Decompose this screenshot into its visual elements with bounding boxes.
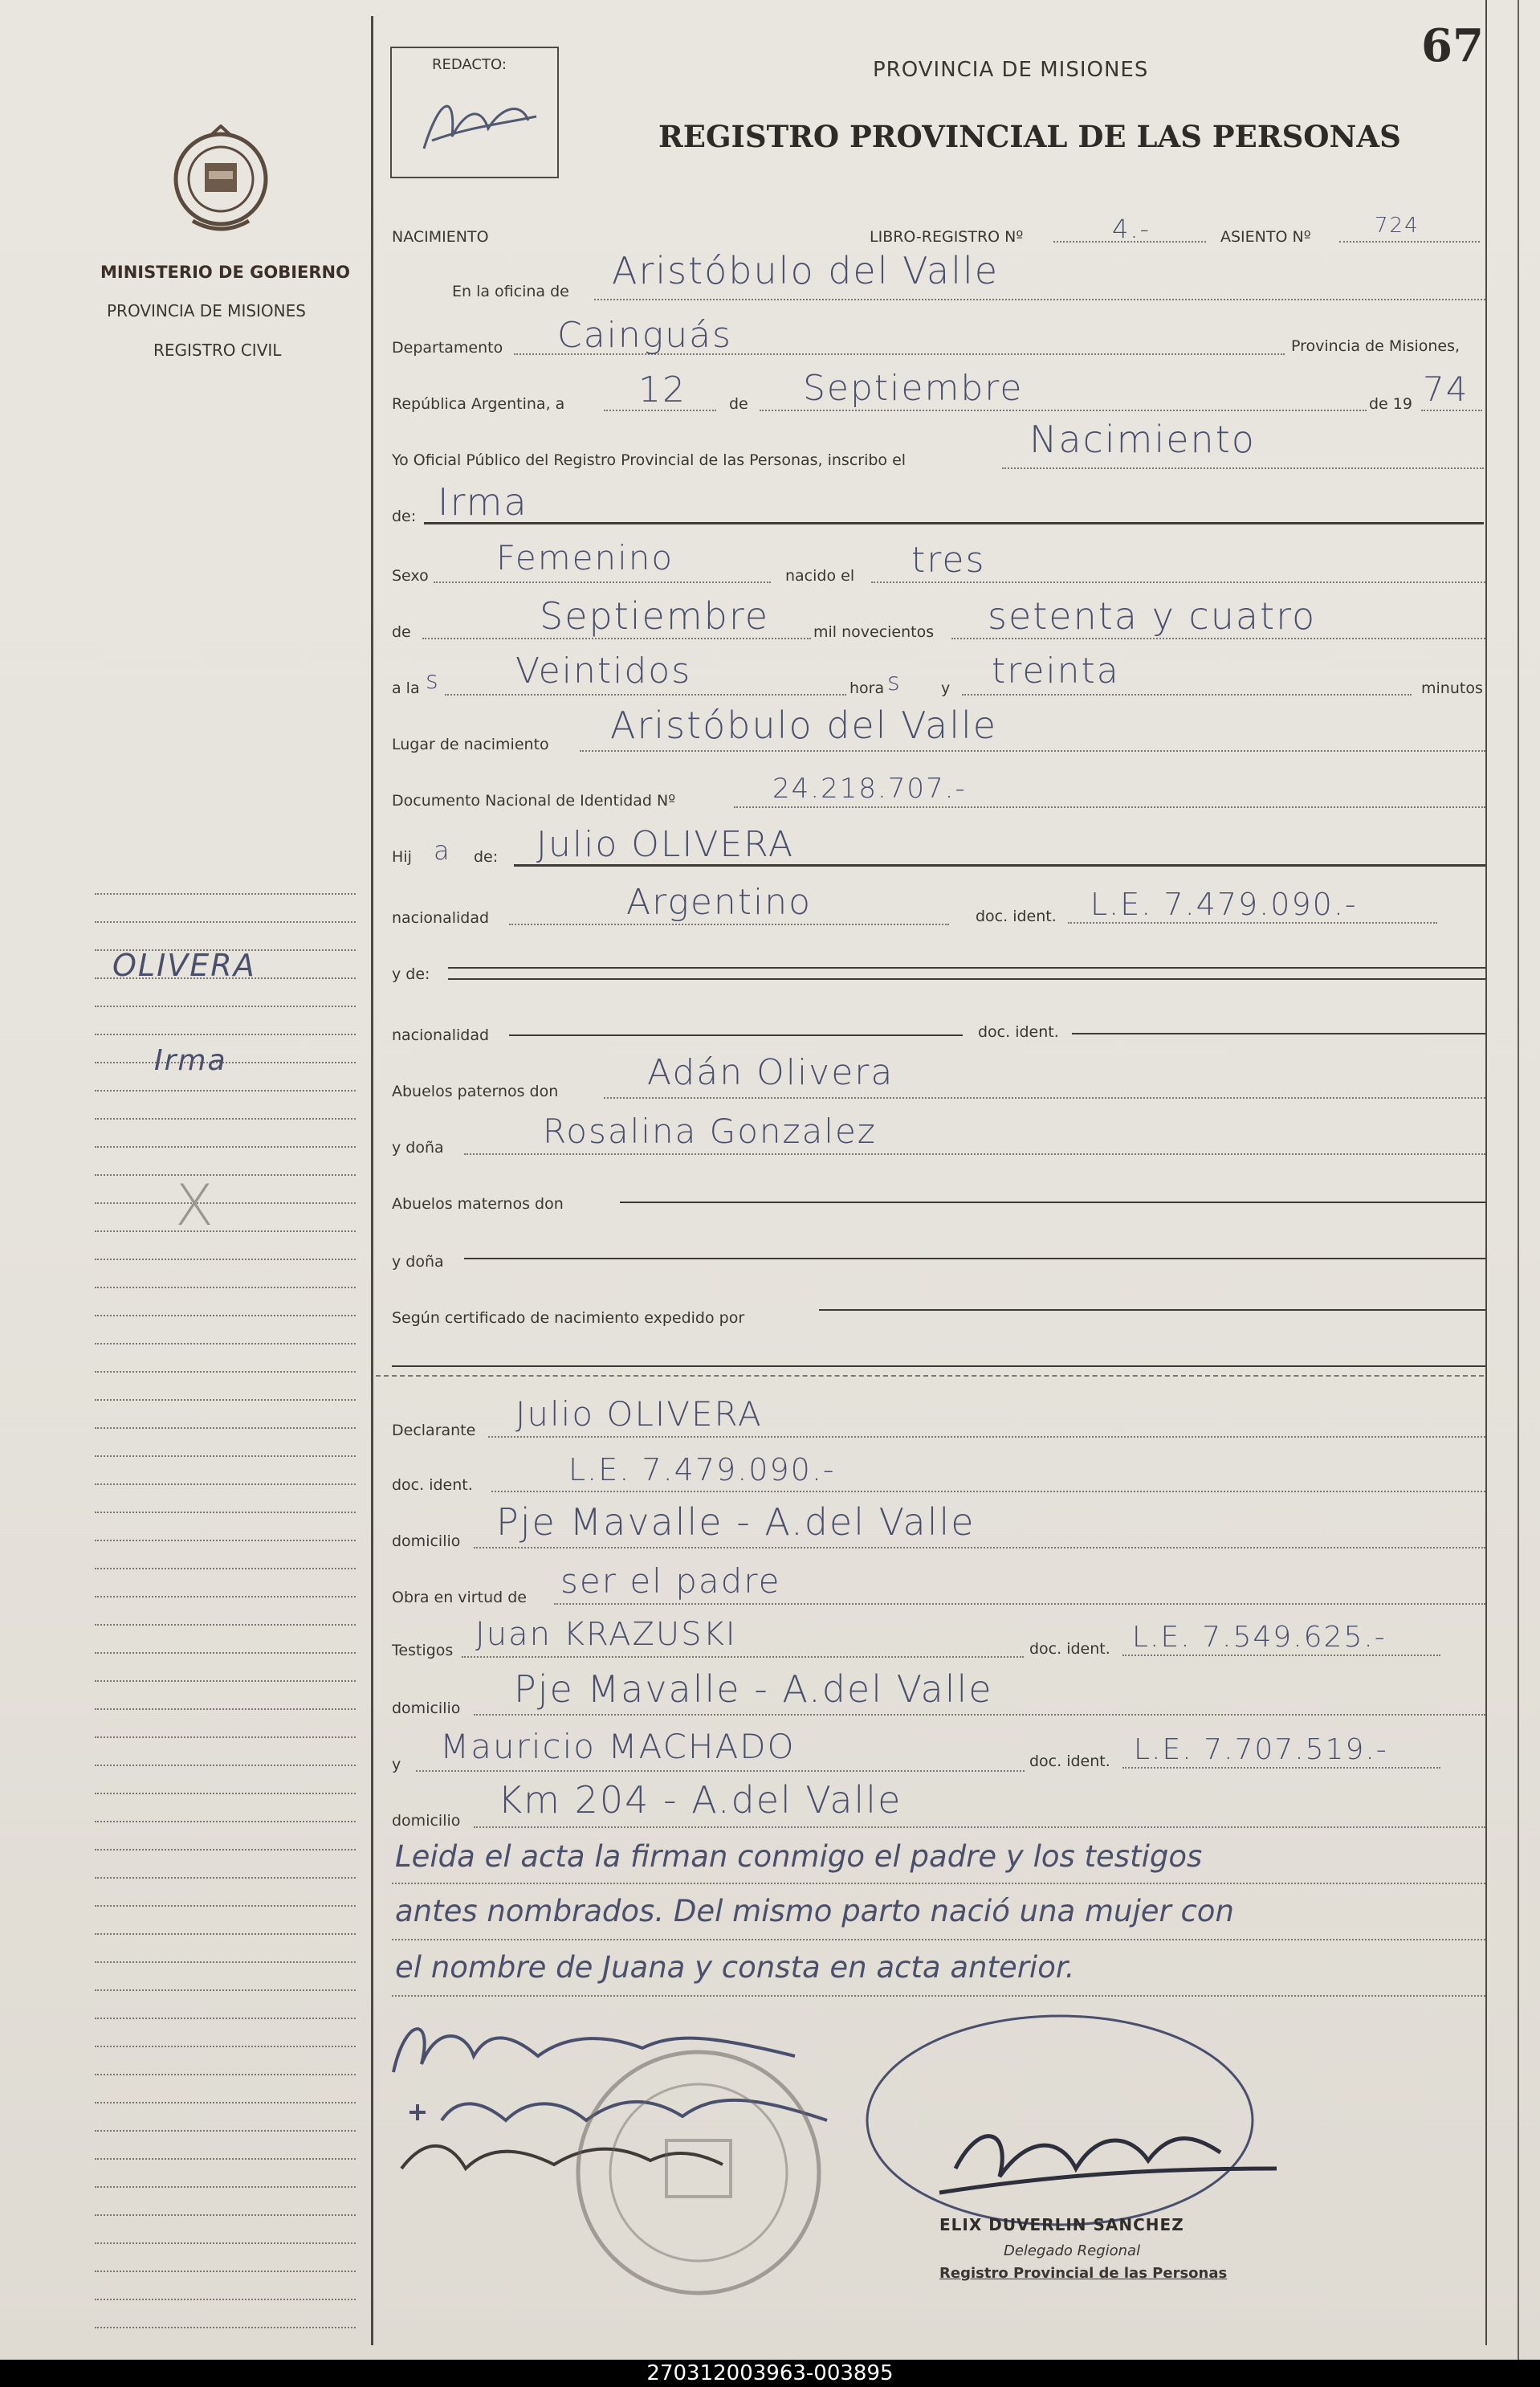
nac1-label: nacionalidad xyxy=(392,909,490,927)
nombre-label: de: xyxy=(392,508,417,525)
coat-of-arms-emblem xyxy=(161,124,281,245)
declarante-doc-line xyxy=(491,1491,1485,1492)
doc1-line xyxy=(1068,922,1437,924)
margin-ruled-line xyxy=(95,1596,356,1597)
ministry-registry: REGISTRO CIVIL xyxy=(153,341,282,360)
margin-surname: OLIVERA xyxy=(112,948,256,983)
obra-label: Obra en virtud de xyxy=(392,1589,527,1606)
departamento-label: Departamento xyxy=(392,339,503,357)
abuelos-pat-label: Abuelos paternos don xyxy=(392,1083,559,1100)
lugar-line xyxy=(580,750,1485,752)
margin-ruled-line xyxy=(95,1174,356,1176)
margin-ruled-line xyxy=(95,1259,356,1260)
declarante-doc: L.E. 7.479.090.- xyxy=(568,1452,836,1487)
lugar-value: Aristóbulo del Valle xyxy=(610,704,998,747)
margin-ruled-line xyxy=(95,1849,356,1850)
declarante-dom: Pje Mavalle - A.del Valle xyxy=(496,1500,976,1544)
y-label: y xyxy=(941,679,951,697)
margin-ruled-line xyxy=(95,2242,356,2244)
hij-de-label: de: xyxy=(474,848,499,866)
oficial-line xyxy=(1002,467,1484,469)
declarante-doc-label: doc. ident. xyxy=(392,1476,473,1494)
signatory-role: Delegado Regional xyxy=(1004,2242,1141,2259)
nota-line-1-text: Leida el acta la firman conmigo el padre y los testigos xyxy=(395,1839,1203,1874)
testigo2-value: Mauricio MACHADO xyxy=(440,1727,796,1766)
nota-line-1 xyxy=(392,1883,1485,1884)
margin-ruled-line xyxy=(95,2186,356,2188)
abuelos-mat-line xyxy=(620,1202,1485,1203)
margin-ruled-line xyxy=(95,1455,356,1457)
libro-label: LIBRO-REGISTRO Nº xyxy=(870,228,1024,246)
testigos-label: Testigos xyxy=(392,1642,454,1659)
redacto-box xyxy=(390,47,559,178)
nota-line-2 xyxy=(392,1939,1485,1940)
domicilio-label: domicilio xyxy=(392,1532,461,1550)
nac2-line xyxy=(509,1034,963,1036)
obra-line xyxy=(554,1603,1485,1605)
segun-label: Según certificado de nacimiento expedido por xyxy=(392,1309,745,1327)
oficial-value: Nacimiento xyxy=(1029,418,1256,461)
minutos-line xyxy=(962,694,1412,696)
a-la-suffix: s xyxy=(426,667,440,695)
oficial-label: Yo Oficial Público del Registro Provincial de las Personas, inscribo el xyxy=(392,451,906,469)
margin-ruled-line xyxy=(95,1230,356,1232)
abuelos-pat-dona-line xyxy=(464,1153,1485,1155)
doc1-label: doc. ident. xyxy=(976,908,1057,925)
oficina-value: Aristóbulo del Valle xyxy=(612,249,1000,292)
doc2-label: doc. ident. xyxy=(978,1023,1059,1041)
margin-ruled-line xyxy=(95,2214,356,2216)
margin-ruled-line xyxy=(95,1933,356,1935)
margin-ruled-line xyxy=(95,1146,356,1148)
margin-ruled-line xyxy=(95,1483,356,1485)
redacto-initials-signature xyxy=(408,80,544,169)
margin-ruled-line xyxy=(95,1034,356,1035)
registry-seal xyxy=(562,2036,835,2309)
dia-value: 12 xyxy=(638,369,686,410)
y-dona2-label: y doña xyxy=(392,1253,444,1271)
libro-value: 4.- xyxy=(1112,214,1151,244)
oficina-label: En la oficina de xyxy=(452,283,569,300)
anio-line xyxy=(1421,410,1482,411)
margin-ruled-line xyxy=(95,1624,356,1626)
page-edge xyxy=(1518,0,1519,2360)
testigo1-doc-line xyxy=(1122,1655,1440,1656)
margin-ruled-line xyxy=(95,1399,356,1401)
margin-ruled-line xyxy=(95,2074,356,2075)
footer-identifier: 270312003963-003895 xyxy=(0,2360,1540,2387)
padre-value: Julio OLIVERA xyxy=(536,824,795,865)
margin-ruled-line xyxy=(95,1821,356,1822)
right-border xyxy=(1485,0,1487,2345)
declarante-value: Julio OLIVERA xyxy=(515,1394,763,1434)
declarante-dom-line xyxy=(474,1547,1485,1548)
departamento-value: Cainguás xyxy=(557,315,732,356)
nacido-label: nacido el xyxy=(785,567,855,585)
nota-line-3-text: el nombre de Juana y consta en acta anterior. xyxy=(395,1950,1075,1985)
signatory-office: Registro Provincial de las Personas xyxy=(939,2265,1228,2282)
nota-line-2-text: antes nombrados. Del mismo parto nació una mujer con xyxy=(395,1894,1234,1928)
provincia-suffix: Provincia de Misiones, xyxy=(1291,337,1461,355)
nac2-label: nacionalidad xyxy=(392,1026,490,1044)
margin-ruled-line xyxy=(95,1287,356,1288)
lugar-label: Lugar de nacimiento xyxy=(392,736,549,753)
margin-ruled-line xyxy=(95,1680,356,1682)
doc2-line xyxy=(1072,1033,1485,1034)
obra-value: ser el padre xyxy=(560,1561,781,1601)
dni-value: 24.218.707.- xyxy=(772,773,967,805)
margin-ruled-line xyxy=(95,893,356,895)
hij-label: Hij xyxy=(392,848,412,866)
margin-divider xyxy=(371,16,373,2345)
anio-value: 74 xyxy=(1423,369,1469,409)
declarante-label: Declarante xyxy=(392,1422,476,1439)
margin-ruled-line xyxy=(95,1371,356,1373)
document-title: REGISTRO PROVINCIAL DE LAS PERSONAS xyxy=(658,119,1401,154)
dni-line xyxy=(734,806,1485,808)
margin-ruled-line xyxy=(95,1343,356,1344)
testigo2-line xyxy=(416,1770,1025,1772)
asiento-line xyxy=(1339,241,1480,243)
margin-ruled-line xyxy=(95,1006,356,1007)
margin-ruled-line xyxy=(95,2046,356,2047)
margin-ruled-line xyxy=(95,1652,356,1654)
nacido-mes: Septiembre xyxy=(540,594,770,638)
domicilio3-label: domicilio xyxy=(392,1812,461,1830)
margin-ruled-line xyxy=(95,2299,356,2300)
declarante-line xyxy=(488,1436,1485,1438)
nacido-mes-line xyxy=(422,638,811,639)
hora-label: hora xyxy=(849,679,885,697)
margin-ruled-line xyxy=(95,2158,356,2160)
sexo-label: Sexo xyxy=(392,567,429,585)
margin-ruled-line xyxy=(95,1315,356,1316)
margin-ruled-line xyxy=(95,2130,356,2132)
margin-ruled-line xyxy=(95,1905,356,1907)
minutos-value: treinta xyxy=(992,651,1120,692)
abuelos-mat-dona-line xyxy=(464,1258,1485,1259)
margin-ruled-line xyxy=(95,921,356,923)
abuelos-pat-dona: Rosalina Gonzalez xyxy=(543,1112,877,1151)
nac1-value: Argentino xyxy=(626,882,813,923)
signatory-name: ELIX DUVERLIN SANCHEZ xyxy=(939,2215,1184,2234)
segun-line xyxy=(819,1309,1485,1311)
ministry-province: PROVINCIA DE MISIONES xyxy=(107,301,306,320)
nacido-dia: tres xyxy=(911,540,986,581)
margin-ruled-line xyxy=(95,2271,356,2272)
testigo1-dom-line xyxy=(474,1714,1485,1716)
minutos-label: minutos xyxy=(1421,679,1483,697)
asiento-value: 724 xyxy=(1375,214,1420,238)
margin-ruled-line xyxy=(95,2018,356,2019)
hora-line xyxy=(445,694,846,696)
testigo2-doc: L.E. 7.707.519.- xyxy=(1134,1733,1388,1766)
abuelos-pat-line xyxy=(604,1097,1485,1099)
domicilio2-label: domicilio xyxy=(392,1699,461,1717)
margin-ruled-line xyxy=(95,1540,356,1541)
mes-line xyxy=(760,410,1367,411)
de2-label: de xyxy=(392,623,411,641)
testigo1-dom: Pje Mavalle - A.del Valle xyxy=(514,1667,993,1711)
section-divider xyxy=(376,1375,1484,1377)
republica-label: República Argentina, a xyxy=(392,395,565,413)
a-la-label: a la xyxy=(392,679,420,697)
margin-ruled-line xyxy=(95,1736,356,1738)
margin-ruled-line xyxy=(95,1090,356,1091)
margin-ruled-line xyxy=(95,1202,356,1204)
yde-label: y de: xyxy=(392,965,430,983)
sexo-line xyxy=(434,581,771,583)
y-dona-label: y doña xyxy=(392,1139,444,1157)
mes-value: Septiembre xyxy=(803,368,1024,409)
header-province: PROVINCIA DE MISIONES xyxy=(873,58,1149,82)
margin-ruled-line xyxy=(95,1568,356,1569)
madre-line-lower xyxy=(448,978,1485,980)
nombre-line xyxy=(424,522,1484,524)
testigo2-dom: Km 204 - A.del Valle xyxy=(498,1778,902,1822)
margin-ruled-line xyxy=(95,1961,356,1963)
anio-prefix: de 19 xyxy=(1369,395,1412,413)
margin-ruled-line xyxy=(95,1989,356,1991)
nacido-line xyxy=(871,581,1485,583)
segun-line-2 xyxy=(392,1365,1485,1367)
margin-ruled-line xyxy=(95,1118,356,1120)
margin-ruled-line xyxy=(95,1877,356,1879)
nota-line-3 xyxy=(392,1995,1485,1997)
margin-ruled-line xyxy=(95,2327,356,2328)
margin-cross-mark: X xyxy=(175,1173,215,1238)
hora-value: Veintidos xyxy=(515,651,692,692)
nombre-value: Irma xyxy=(438,480,528,524)
hora-suffix: s xyxy=(887,668,902,696)
testigo1-doc: L.E. 7.549.625.- xyxy=(1132,1621,1387,1654)
testigo1-doc-label: doc. ident. xyxy=(1029,1640,1110,1658)
de-label: de xyxy=(729,395,748,413)
margin-ruled-line xyxy=(95,1793,356,1794)
testigo1-value: Juan KRAZUSKI xyxy=(475,1616,737,1653)
margin-ruled-line xyxy=(95,1512,356,1513)
dni-label: Documento Nacional de Identidad Nº xyxy=(392,792,676,810)
margin-name: Irma xyxy=(154,1044,227,1077)
asiento-label: ASIENTO Nº xyxy=(1220,228,1311,246)
nac1-line xyxy=(509,924,949,925)
madre-line-upper xyxy=(448,967,1485,969)
redacto-label: REDACTO: xyxy=(432,56,507,73)
oficina-line xyxy=(594,299,1485,300)
abuelos-pat-don: Adán Olivera xyxy=(647,1052,894,1093)
testigo2-doc-line xyxy=(1122,1767,1440,1769)
page-number: 67 xyxy=(1421,19,1484,72)
nacimiento-label: NACIMIENTO xyxy=(392,228,489,246)
testigo1-line xyxy=(462,1656,1024,1658)
doc1-value: L.E. 7.479.090.- xyxy=(1090,887,1358,922)
margin-ruled-line xyxy=(95,1765,356,1766)
mil-label: mil novecientos xyxy=(813,623,935,641)
abuelos-mat-label: Abuelos maternos don xyxy=(392,1195,564,1213)
sexo-value: Femenino xyxy=(496,538,674,577)
testigo2-doc-label: doc. ident. xyxy=(1029,1753,1110,1770)
testigo2-dom-line xyxy=(474,1826,1485,1828)
margin-ruled-line xyxy=(95,1427,356,1429)
margin-ruled-line xyxy=(95,1708,356,1710)
hij-suffix: a xyxy=(434,835,451,866)
ministry-title: MINISTERIO DE GOBIERNO xyxy=(100,263,350,282)
nacido-anio-line xyxy=(951,638,1485,639)
nacido-anio: setenta y cuatro xyxy=(988,594,1317,638)
y2-label: y xyxy=(392,1756,401,1773)
margin-ruled-line xyxy=(95,2102,356,2103)
